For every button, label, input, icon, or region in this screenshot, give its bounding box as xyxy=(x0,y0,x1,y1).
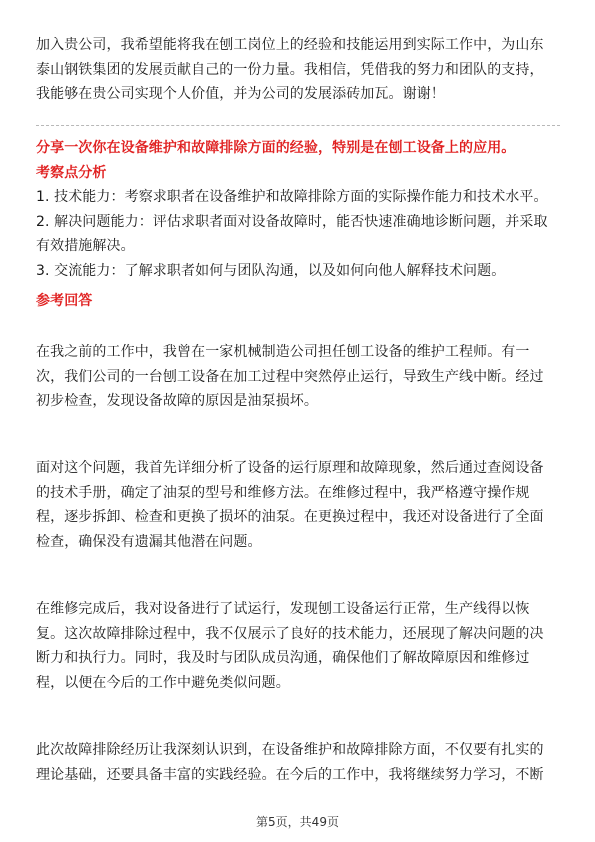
question-section xyxy=(36,136,560,314)
analysis-line: 1. 技术能力：考察求职者在设备维护和故障排除方面的实际操作能力和技术水平。 xyxy=(36,189,548,205)
text-line: 程，逐步拆卸、检查和更换了损坏的油泵。在更换过程中，我还对设备进行了全面 xyxy=(36,509,544,525)
text-line: 断力和执行力。同时，我及时与团队成员沟通，确保他们了解故障原因和维修过 xyxy=(36,650,530,666)
answer-paragraph-3 xyxy=(36,597,560,695)
answer-paragraph-1 xyxy=(36,340,560,414)
text-line: 加入贵公司，我希望能将我在刨工岗位上的经验和技能运用到实际工作中，为山东 xyxy=(36,37,544,53)
text-line: 在维修完成后，我对设备进行了试运行，发现刨工设备运行正常，生产线得以恢 xyxy=(36,601,530,617)
text-line: 初步检查，发现设备故障的原因是油泵损坏。 xyxy=(36,393,318,409)
section-divider xyxy=(36,125,560,126)
answer-paragraph-2 xyxy=(36,456,560,554)
text-line: 泰山钢铁集团的发展贡献自己的一份力量。我相信，凭借我的努力和团队的支持， xyxy=(36,61,544,78)
text-line: 程，以便在今后的工作中避免类似问题。 xyxy=(36,674,290,691)
question-title: 分享一次你在设备维护和故障排除方面的经验，特别是在刨工设备上的应用。 xyxy=(36,140,516,156)
page-number: 第5页，共49页 xyxy=(256,815,339,829)
answer-heading: 参考回答 xyxy=(36,293,93,309)
analysis-line: 3. 交流能力：了解求职者如何与团队沟通，以及如何向他人解释技术问题。 xyxy=(36,262,506,279)
text-line: 我能够在贵公司实现个人价值，并为公司的发展添砖加瓦。谢谢！ xyxy=(36,86,445,102)
text-line: 理论基础，还要具备丰富的实践经验。在今后的工作中，我将继续努力学习，不断 xyxy=(36,766,544,783)
intro-paragraph xyxy=(36,33,560,107)
analysis-line: 2. 解决问题能力：评估求职者面对设备故障时，能否快速准确地诊断问题，并采取 xyxy=(36,213,548,230)
analysis-heading: 考察点分析 xyxy=(36,164,107,181)
text-line: 的技术手册，确定了油泵的型号和维修方法。在维修过程中，我严格遵守操作规 xyxy=(36,484,530,501)
text-line: 在我之前的工作中，我曾在一家机械制造公司担任刨工设备的维护工程师。有一 xyxy=(36,344,530,360)
answer-paragraph-4 xyxy=(36,738,560,787)
text-line: 次，我们公司的一台刨工设备在加工过程中突然停止运行，导致生产线中断。经过 xyxy=(36,368,544,385)
text-line: 面对这个问题，我首先详细分析了设备的运行原理和故障现象，然后通过查阅设备 xyxy=(36,460,544,476)
analysis-line: 有效措施解决。 xyxy=(36,238,135,254)
text-line: 复。这次故障排除过程中，我不仅展示了良好的技术能力，还展现了解决问题的决 xyxy=(36,625,544,642)
text-line: 检查，确保没有遗漏其他潜在问题。 xyxy=(36,533,262,550)
text-line: 此次故障排除经历让我深刻认识到，在设备维护和故障排除方面，不仅要有扎实的 xyxy=(36,742,544,758)
